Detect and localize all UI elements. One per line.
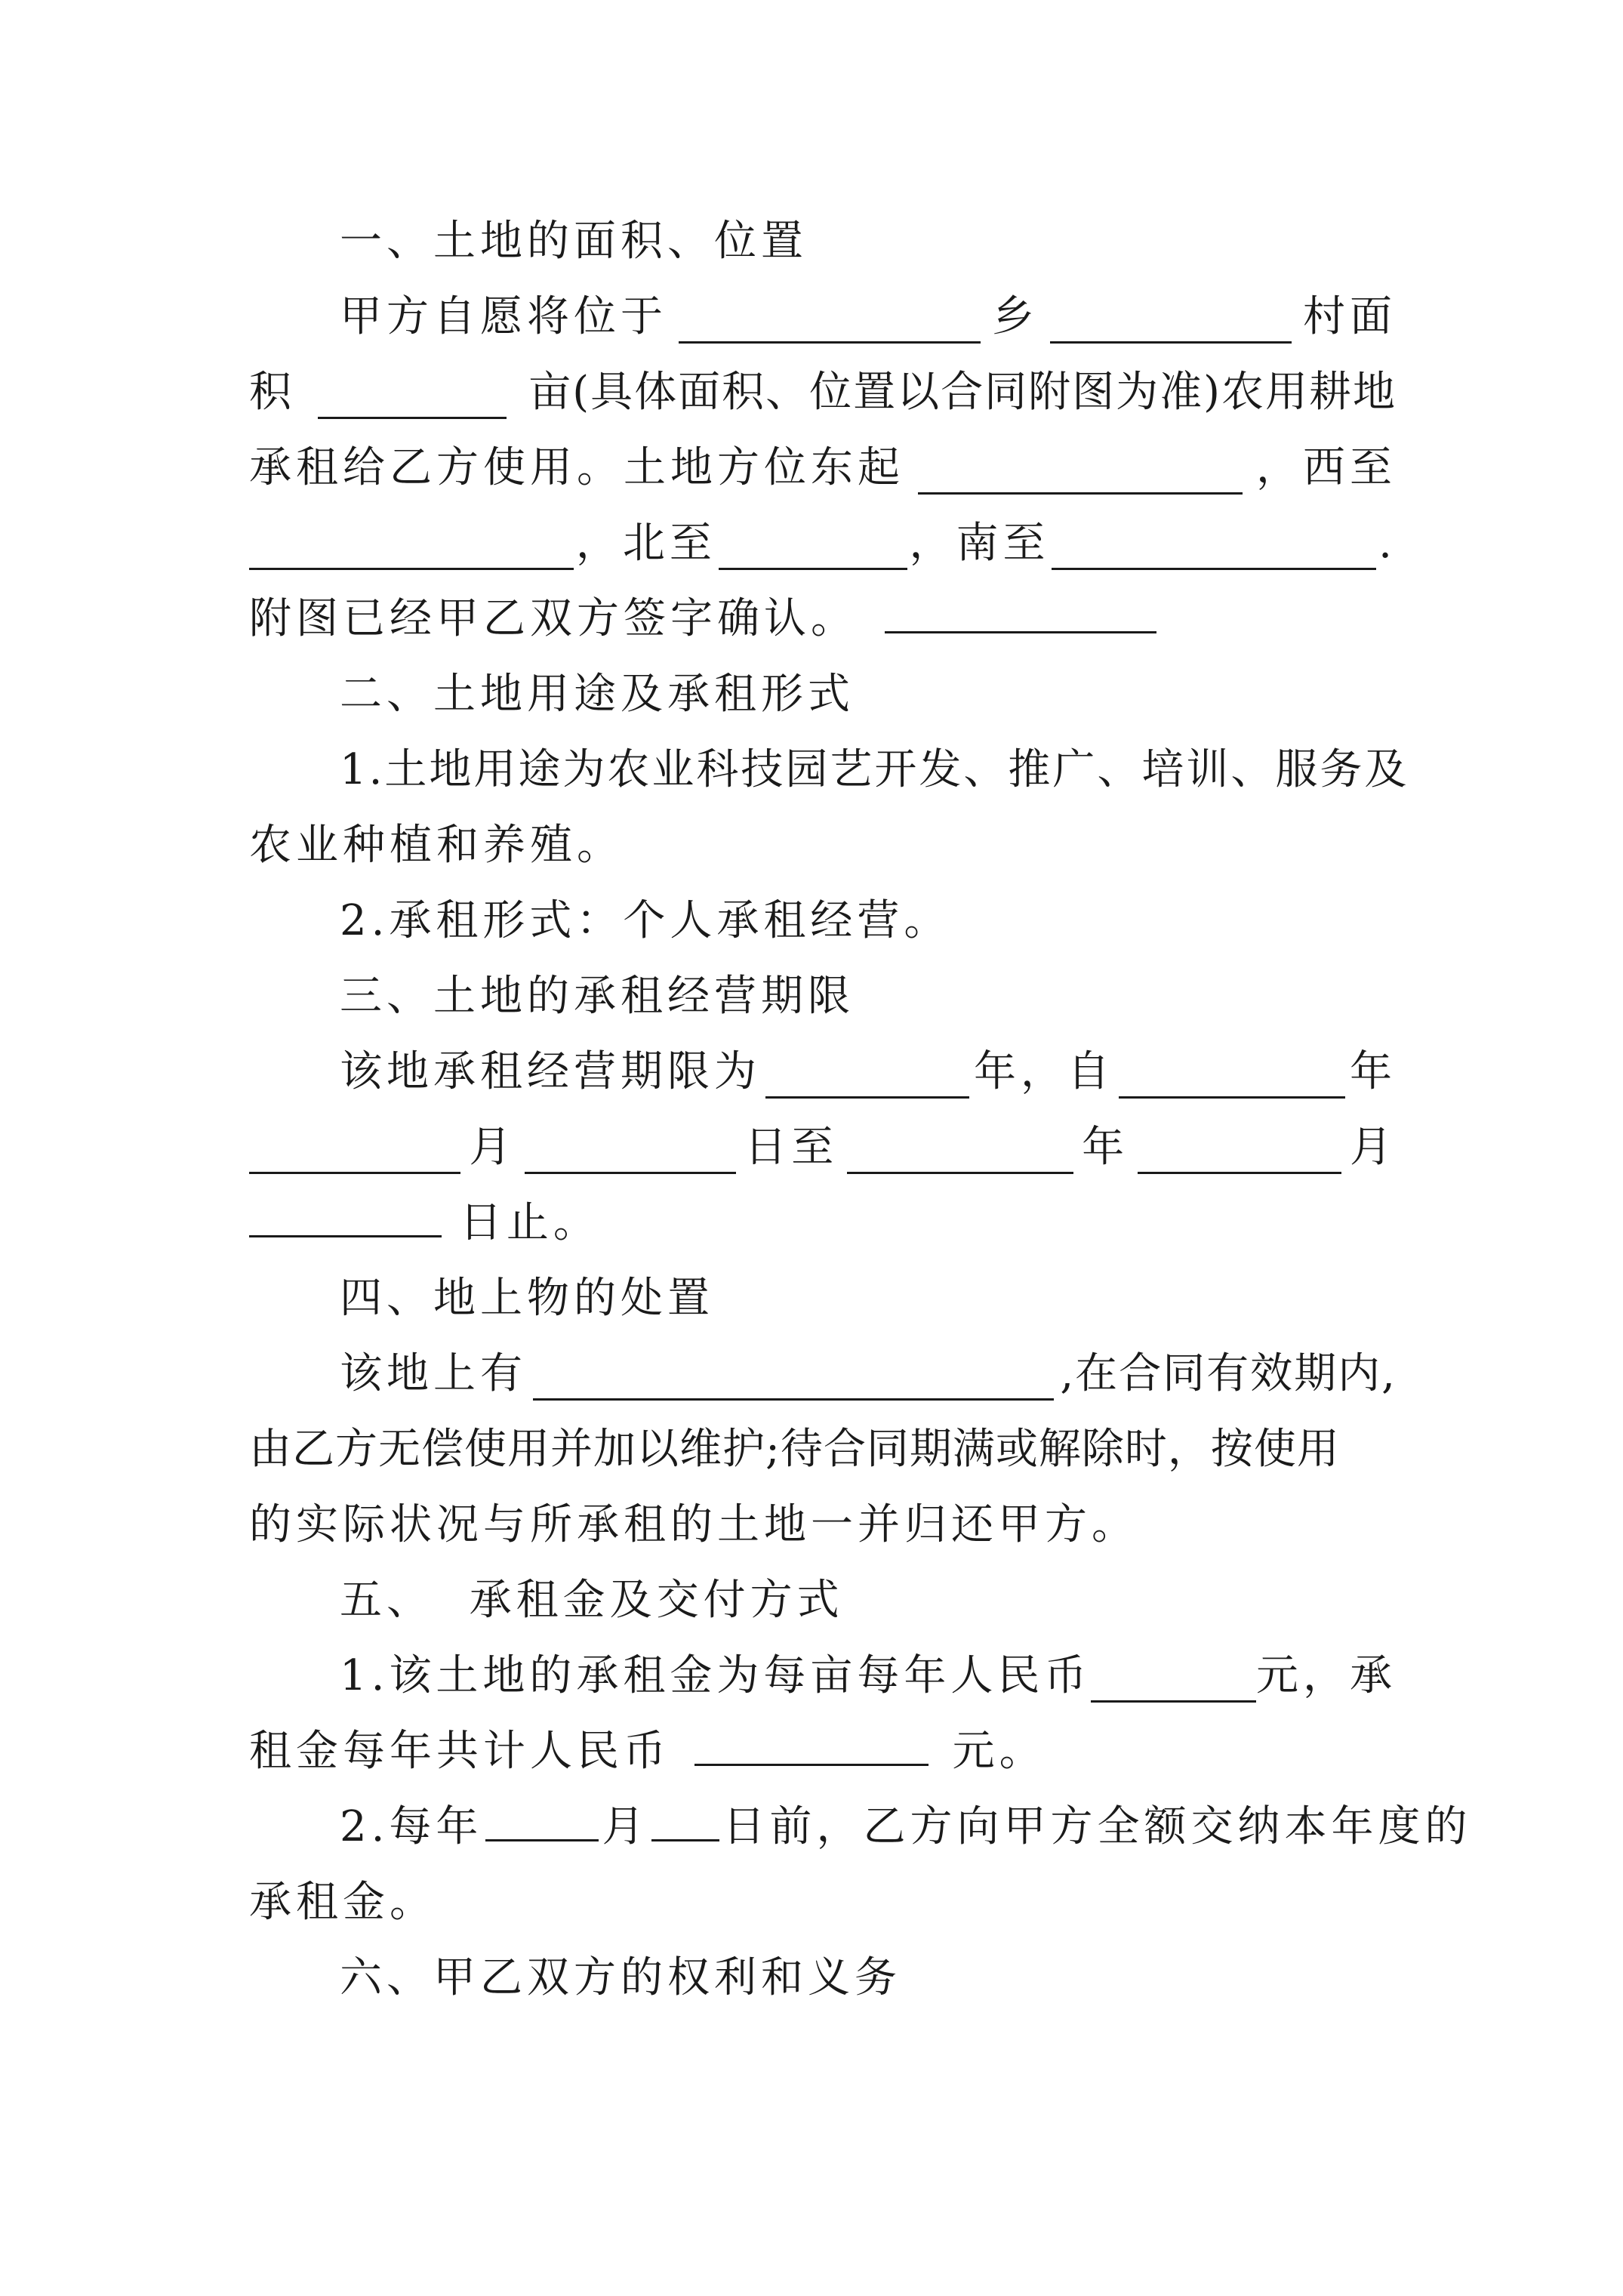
text: 该地上有 [340,1349,527,1398]
text: 乡 [992,292,1039,341]
text: 该地承租经营期限为 [340,1047,761,1096]
blank-south [1052,518,1376,570]
blank-rent-total [694,1714,929,1766]
text: 月 [602,1802,649,1851]
section-5-item-2-line-2: 承租金。 [249,1878,436,1927]
text: 2.每年 [340,1802,483,1851]
blank-pay-day [651,1789,719,1841]
text: ，南至 [909,519,1050,568]
text: 月 [1349,1123,1397,1172]
section-4-para-line-2: 由乙方无偿使用并加以维护;待合同期满或解除时，按使用 [249,1425,1340,1474]
section-1-para-line-4 [249,506,1397,581]
text: 积 [249,368,296,417]
text: 村面 [1303,292,1397,341]
blank-start-day [525,1122,736,1174]
blank-village [1050,291,1292,344]
blank-confirm [885,581,1156,633]
text: 年 [1350,1047,1397,1096]
text: 甲方自愿将位于 [340,292,667,341]
section-2-item-1-line-1: 1.土地用途为农业科技园艺开发、推广、培训、服务及 [340,745,1409,794]
text: 月 [469,1123,516,1172]
text: 元，承 [1256,1651,1397,1700]
blank-township [679,291,981,344]
text: ，西至 [1256,443,1397,492]
blank-start-year [1119,1046,1345,1099]
section-1-para-line-2 [249,355,1397,430]
text: 租金每年共计人民币 [249,1727,670,1776]
text: 元。 [952,1727,1046,1776]
section-5-item-1-line-1 [249,1638,1397,1714]
text: . [1378,519,1397,568]
blank-area [318,367,507,419]
section-4-para-line-1 [249,1336,1397,1412]
blank-north [719,518,907,570]
section-3-para-line-2 [249,1110,1397,1185]
blank-rent-per-mu [1091,1650,1256,1703]
text: 承租给乙方使用。土地方位东起 [249,443,904,492]
section-1-para-line-3 [249,430,1397,506]
blank-end-year [847,1122,1073,1174]
section-3-para-line-1 [249,1034,1397,1110]
blank-term-years [765,1046,969,1099]
text: 年，自 [974,1047,1114,1096]
section-3-title: 三、土地的承租经营期限 [340,972,855,1021]
text: 亩(具体面积、位置以合同附图为准)农用耕地 [528,368,1397,417]
text: ，北至 [575,519,716,568]
blank-ground-objects [533,1348,1054,1401]
section-5-item-2-line-1 [249,1789,1472,1865]
blank-end-month [1138,1122,1341,1174]
section-1-para-line-1 [249,279,1397,355]
text: 日至 [744,1123,839,1172]
blank-pay-month [485,1789,599,1841]
section-1-title: 一、土地的面积、位置 [340,217,808,266]
text: 1.该土地的承租金为每亩每年人民币 [340,1651,1092,1700]
text: ,在合同有效期内, [1060,1349,1397,1398]
section-4-para-line-3: 的实际状况与所承租的土地一并归还甲方。 [249,1500,1138,1549]
text: 附图已经甲乙双方签字确认。 [249,594,858,643]
text: 年 [1082,1123,1129,1172]
text: 日止。 [459,1198,600,1247]
section-1-para-line-5 [249,581,1397,657]
section-2-item-2: 2.承租形式：个人承租经营。 [340,896,951,945]
section-5-title: 五、 承租金及交付方式 [340,1576,844,1625]
section-3-para-line-3 [249,1185,1397,1261]
blank-start-month [249,1122,460,1174]
section-4-title: 四、地上物的处置 [340,1274,714,1323]
section-6-title: 六、甲乙双方的权利和义务 [340,1953,901,2002]
blank-end-day [249,1185,442,1237]
text: 日前，乙方向甲方全额交纳本年度的 [722,1802,1472,1851]
section-2-title: 二、土地用途及承租形式 [340,670,855,719]
blank-west [249,518,574,570]
section-2-item-1-line-2: 农业种植和养殖。 [249,821,624,870]
section-5-item-1-line-2 [249,1714,1397,1789]
blank-east [918,442,1243,495]
